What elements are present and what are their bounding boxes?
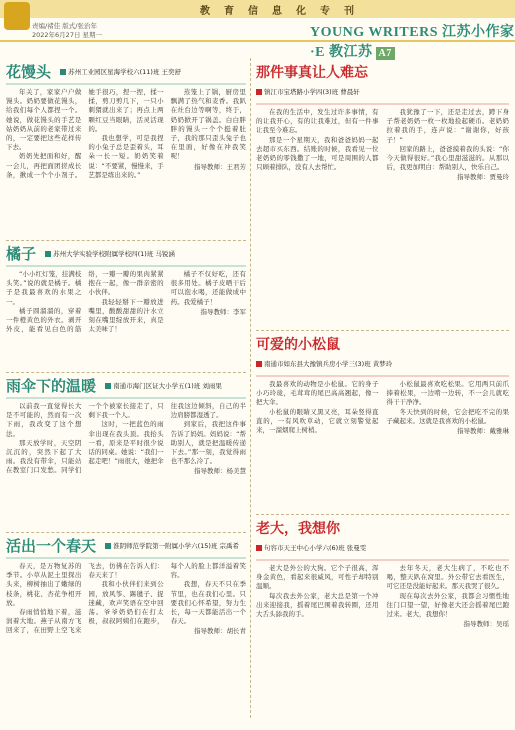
square-icon (256, 89, 262, 95)
article-title: 那件事真让人难忘 (256, 65, 368, 81)
article-body (256, 108, 509, 183)
paragraph: 回家的路上，爸爸摸着我的头说：“你今天做得很好。”我心里甜滋滋的。从那以后，我更加明白：帮助别人，快乐自己。 (386, 144, 509, 172)
article-byline: 句容市天王中心小学六(6)班 张曼雯 (256, 543, 366, 552)
article-byline: 南通市海门区证大小学五(1)班 刘雨果 (105, 381, 222, 390)
square-icon (60, 69, 66, 75)
article-body (6, 270, 246, 334)
header-tagline: 教育信息化专刊 (200, 6, 368, 17)
title-underline (6, 83, 246, 85)
paragraph: 蒸笼上了锅，厨房里飘满了热气和麦香。我趴在灶台边等啊等，终于，奶奶掀开了锅盖。白白胖胖的馒头一个个挺着肚子，我的那只歪头兔子也在里面，好像在冲我笑呢！ (170, 88, 246, 161)
title-underline (6, 397, 246, 399)
brand-text: YOUNG WRITERS 江苏小作家·E 教江苏 (310, 25, 515, 60)
paragraph: 现在每次去外公家，我都会习惯性地往门口望一望，好像老大还会摇着尾巴跑过来。老大，我想你！ (386, 591, 509, 619)
newspaper-logo-icon (4, 2, 30, 30)
paragraph: 橘子不仅好吃，还有很多用处。橘子皮晒干后可以泡水喝，还能做成中药。我爱橘子！ (170, 270, 246, 306)
column-divider (250, 58, 251, 718)
square-icon (256, 545, 262, 551)
article-byline: 淮阴师范学院第一附属小学六(15)班 宗禹希 (105, 541, 239, 550)
paragraph: 奶奶先把面和好，醒一会儿，再把面团搓成长条，揪成一个个小剂子。她手很巧，捏一捏，揉一揉，剪刀剪几下，一只小刺猬就出来了；再点上两颗红豆当眼睛，活灵活现的。 (6, 88, 164, 179)
paragraph: 以前我一直觉得长大是不可能的，然而有一次下雨，我改变了这个想法。 (6, 402, 82, 438)
page-number: A7 (376, 47, 395, 60)
paragraph: 那天放学时，天空阴沉沉的，突然下起了大雨。我没有带伞，只能站在教室门口发愁。同学们一个个被家长接走了，只剩下我一个人。 (6, 402, 164, 475)
article-byline: 镇江市宝塔路小学四(3)班 曹晨轩 (256, 87, 360, 96)
paragraph: 小松鼠最喜欢吃松果。它用两只前爪捧着松果，一边啃一边转，不一会儿就吃得干干净净。 (386, 380, 509, 407)
article-byline: 南通市如东县大豫镇兵房小学三(3)班 黄梦玲 (256, 359, 392, 368)
article-live-a-spring (6, 532, 246, 722)
article-miss-laoda (256, 514, 509, 722)
article-unforgettable-event (256, 62, 509, 287)
article-cute-squirrel (256, 330, 509, 510)
paragraph: 我和小伙伴们来到公园，放风筝、踢毽子、捉迷藏，欢声笑语在空中回荡。爷爷奶奶们在打太极，叔叔阿姨们在跑步，每个人的脸上都洋溢着笑容。 (88, 562, 246, 626)
article-body (6, 562, 246, 637)
article-body (6, 402, 246, 477)
header-rule (0, 40, 515, 42)
title-underline (6, 557, 246, 559)
article-title: 橘子 (6, 245, 37, 263)
header-banner (0, 0, 515, 18)
paragraph: 我轻轻掰下一瓣放进嘴里，酸酸甜甜的汁水立刻在嘴里绽放开来，真是太美味了！ (88, 297, 164, 334)
title-underline (256, 375, 509, 377)
date-line: 2022年6月27日 星期一 (32, 31, 103, 39)
article-body (256, 380, 509, 436)
teacher-credit: 指导教师：王君芳 (193, 162, 246, 171)
teacher-credit: 指导教师：贾曼玲 (457, 173, 509, 182)
paragraph: 在我的生活中，发生过许多事情，有的让我开心，有的让我难过，但有一件事让我至今难忘。 (256, 108, 379, 135)
paragraph: 每次我去外公家，老大总是第一个冲出来迎接我，摇着尾巴围着我转圈，还用大舌头舔我的手。 (256, 591, 379, 619)
paragraph: 我最喜欢的动物是小松鼠。它的身子小巧玲珑，毛茸茸的尾巴高高翘起，像一把大伞。 (256, 380, 379, 407)
title-underline (6, 265, 246, 267)
article-umbrella-warmth (6, 372, 246, 528)
editors-line: 责编/褚佳 版式/张治年 (32, 22, 97, 30)
square-icon (105, 543, 111, 549)
paragraph: 去年冬天，老大生病了，不吃也不喝，整天趴在窝里。外公带它去看医生，可它还是没能好起来。那天我哭了很久。 (386, 564, 509, 591)
title-underline (256, 103, 509, 105)
paragraph: 年关了，家家户户做馒头。奶奶要做花馒头，给我们每个人都捏一个。她说，做花馒头的手艺是姑奶奶从前的老家带过来的，一定要把这些花样传下去。 (6, 88, 82, 152)
article-byline: 苏州工业园区星海学校六(11)班 王奕舒 (60, 67, 181, 76)
paragraph: 我想，春天不只在季节里，也在我们心里。只要我们心怀希望，努力生长，每一天都能活出一个春天。 (170, 580, 246, 626)
teacher-credit: 指导教师：戴雅琳 (457, 427, 509, 436)
paragraph: 我犹豫了一下，还是走过去，蹲下身子帮老奶奶一枚一枚地捡起硬币。老奶奶拉着我的手，连声说：“谢谢你，好孩子！” (386, 108, 509, 144)
paragraph: 这时，一把蓝色的雨伞出现在我头顶。我抬头一看，原来是平时很少说话的同桌。她说：“我们一起走吧！”雨很大，她把伞往我这边倾斜，自己的半边肩膀都湿透了。 (88, 402, 246, 466)
teacher-credit: 指导教师：吴瑶 (463, 620, 509, 629)
teacher-credit: 指导教师：杨美慧 (193, 467, 246, 476)
article-title: 花馒头 (6, 63, 52, 81)
page-header (0, 0, 515, 60)
article-title: 可爱的小松鼠 (256, 337, 340, 353)
article-body (6, 88, 246, 180)
square-icon (45, 251, 51, 257)
teacher-credit: 指导教师：胡长青 (193, 627, 246, 636)
teacher-credit: 指导教师：李军 (200, 307, 246, 316)
paragraph: 春雨悄悄地下着，滋润着大地。燕子从南方飞回来了，在田野上空飞来飞去，仿佛在告诉人们：春天来了！ (6, 562, 164, 635)
article-flower-bun (6, 62, 246, 242)
article-title: 活出一个春天 (6, 537, 97, 555)
title-underline (256, 559, 509, 561)
square-icon (256, 361, 262, 367)
article-body (256, 564, 509, 629)
paragraph: 春天，是万物复苏的季节。小草从泥土里探出头来，柳树抽出了嫩绿的枝条，桃花、杏花争相开放。 (6, 562, 82, 607)
paragraph: 冬天快到的时候，它会把吃不完的果子藏起来。这就是我喜欢的小松鼠。 (386, 407, 509, 425)
article-orange (6, 240, 246, 358)
paragraph: 那是一个星期天，我和爸爸妈妈一起去超市买东西。结账的时候，我看见一位老奶奶的零钱撒了一地，可是周围的人都只顾着排队，没有人去帮忙。 (256, 135, 379, 172)
square-icon (105, 383, 111, 389)
article-title: 雨伞下的温暖 (6, 377, 97, 395)
article-title: 老大，我想你 (256, 521, 340, 537)
paragraph: 到家后，我把这件事告诉了妈妈。妈妈说：“帮助别人，就是把温暖传递下去。”那一刻，我觉得雨也不那么冷了。 (170, 420, 246, 466)
paragraph: “小小红灯笼，挂满枝头笑。”说的就是橘子。橘子是我最喜欢的水果之一。 (6, 270, 82, 306)
paragraph: 我也想学，可是我捏的小兔子总是歪着头，耳朵一长一短。奶奶笑着说：“不要紧，慢慢来，手艺都是练出来的。” (88, 134, 164, 179)
paragraph: 小松鼠的眼睛又黑又亮，耳朵竖得直直的，一有风吹草动，它就立刻警觉起来，一溜烟爬上树梢。 (256, 407, 379, 435)
paragraph: 橘子圆溜溜的，穿着一件橙黄色的外衣。剥开外皮，能看见白色的筋络，一瓣一瓣的果肉紧紧抱在一起，像一群亲密的小伙伴。 (6, 270, 164, 334)
paragraph: 老大是外公的大狗。它个子很高，浑身金黄色，看起来很威风，可性子却特别温顺。 (256, 564, 379, 591)
article-byline: 苏州大学实验学校附属学校四(1)班 马锐涵 (45, 249, 175, 258)
